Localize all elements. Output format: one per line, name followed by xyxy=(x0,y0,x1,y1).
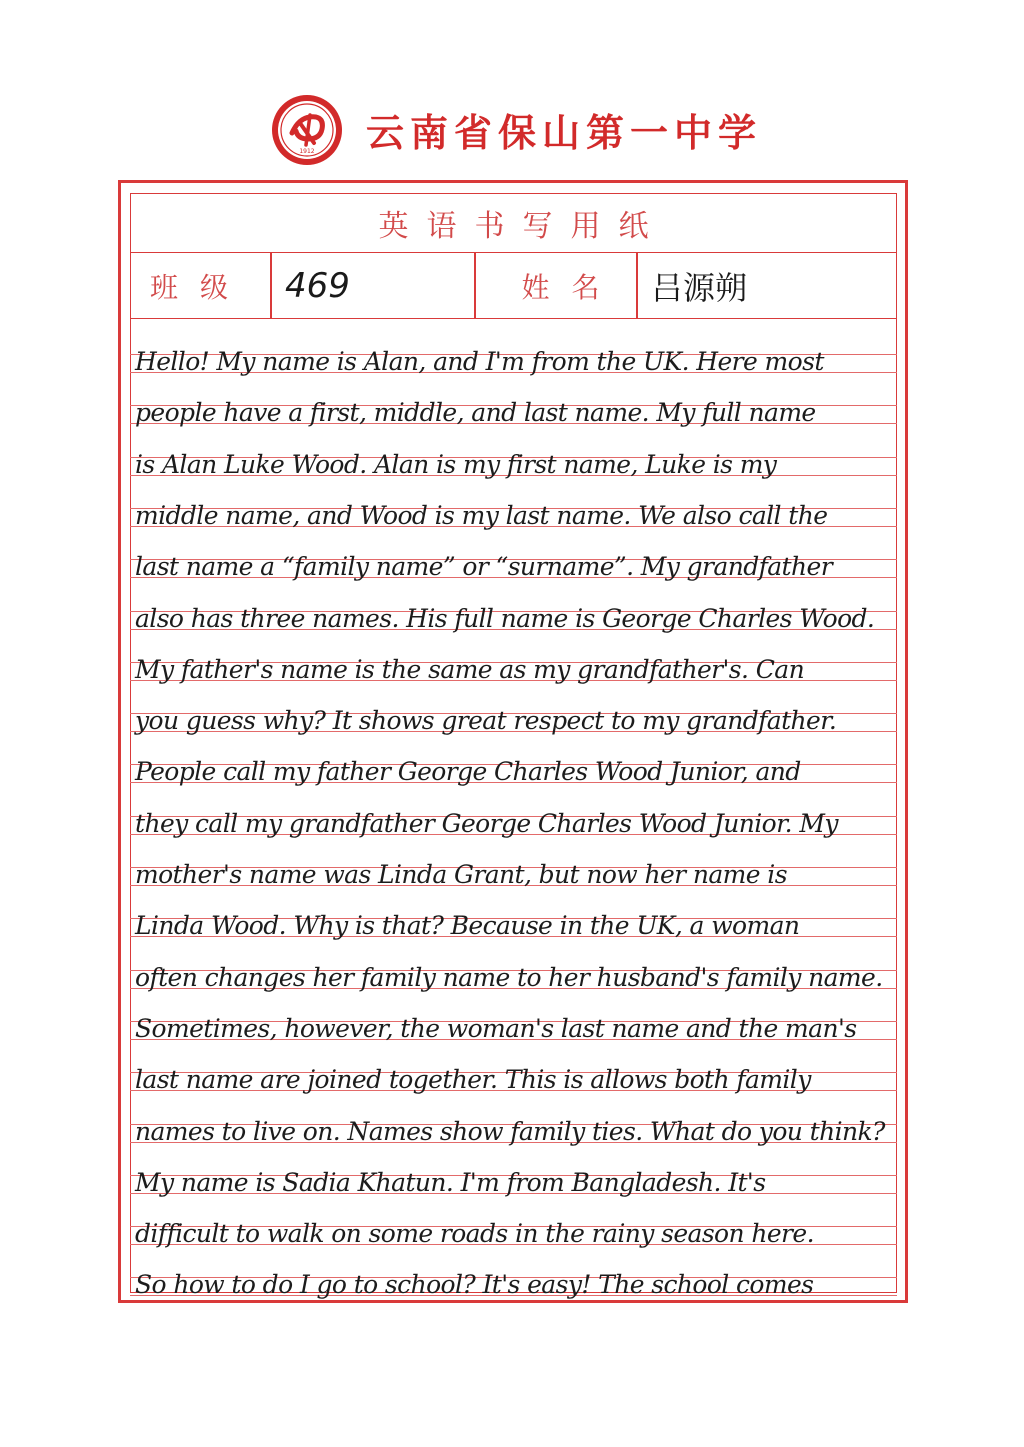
handwriting-line: often changes her family name to her husband's family name. xyxy=(135,962,883,992)
handwriting-line: So how to do I go to school? It's easy! The school comes xyxy=(135,1270,814,1300)
writing-area xyxy=(130,319,897,1300)
handwriting-line: also has three names. His full name is George Charles Wood. xyxy=(135,603,875,633)
school-seal-icon xyxy=(270,93,344,167)
handwriting-line: difficult to walk on some roads in the rainy season here. xyxy=(135,1219,814,1249)
school-name: 云南省保山第一中学 xyxy=(366,110,763,155)
handwriting-line: My father's name is the same as my grandfather's. Can xyxy=(135,654,805,684)
name-label: 姓名 xyxy=(521,271,622,304)
handwriting-line: mother's name was Linda Grant, but now her name is xyxy=(135,860,787,889)
handwriting-line: middle name, and Wood is my last name. We also call the xyxy=(135,500,828,530)
handwriting-line: you guess why? It shows great respect to my grandfather. xyxy=(135,706,837,736)
handwriting-line: People call my father George Charles Wood Junior, and xyxy=(135,757,801,787)
school-header xyxy=(270,92,762,167)
class-label: 班级 xyxy=(149,271,250,304)
handwriting-line: last name a “family name” or “surname”. My grandfather xyxy=(135,552,833,582)
logo-year: 1912 xyxy=(299,147,315,155)
handwriting-line: they call my grandfather George Charles Wood Junior. My xyxy=(135,808,838,838)
handwriting-line: Sometimes, however, the woman's last name and the man's xyxy=(135,1013,857,1043)
handwriting-line: My name is Sadia Khatun. I'm from Bangladesh. It's xyxy=(135,1167,766,1197)
paper-title-row xyxy=(130,193,897,253)
handwriting-line: last name are joined together. This is allows both family xyxy=(135,1065,811,1095)
handwriting-line: people have a first, middle, and last name. My full name xyxy=(135,398,816,428)
handwriting-line: Hello! My name is Alan, and I'm from the UK. Here most xyxy=(135,347,824,376)
info-row xyxy=(130,253,897,319)
name-value: 吕源朔 xyxy=(651,269,748,307)
paper-title: 英语书写用纸 xyxy=(378,208,667,244)
handwriting-line: Linda Wood. Why is that? Because in the UK, a woman xyxy=(135,911,800,941)
handwriting-line: is Alan Luke Wood. Alan is my first name, Luke is my xyxy=(135,449,777,479)
class-value: 469 xyxy=(285,266,350,306)
handwriting-line: names to live on. Names show family ties. What do you think? xyxy=(135,1116,885,1146)
